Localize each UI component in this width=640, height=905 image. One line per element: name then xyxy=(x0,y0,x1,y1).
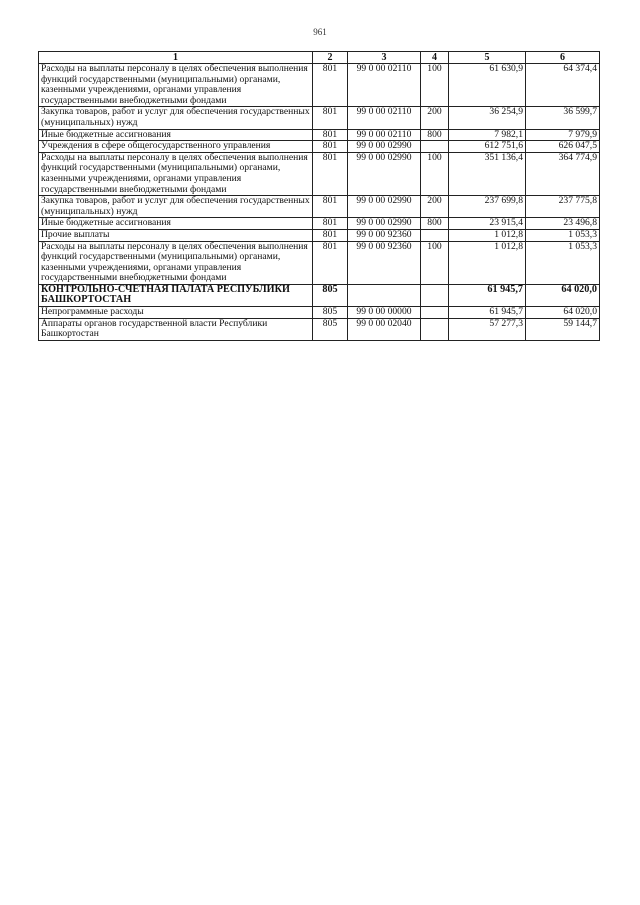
amount-year-1: 1 012,8 xyxy=(449,241,526,284)
amount-year-1: 23 915,4 xyxy=(449,218,526,230)
ministry-code: 801 xyxy=(313,218,348,230)
expense-type-code: 800 xyxy=(421,218,449,230)
table-row xyxy=(39,218,600,230)
ministry-code: 801 xyxy=(313,141,348,153)
table-row xyxy=(39,152,600,195)
target-code: 99 0 00 02040 xyxy=(348,318,421,340)
column-header: 3 xyxy=(348,52,421,64)
ministry-code: 805 xyxy=(313,284,348,306)
amount-year-2: 36 599,7 xyxy=(526,107,600,129)
target-code: 99 0 00 02110 xyxy=(348,64,421,107)
expense-type-code xyxy=(421,318,449,340)
amount-year-2: 1 053,3 xyxy=(526,229,600,241)
table-row xyxy=(39,307,600,319)
amount-year-2: 64 020,0 xyxy=(526,284,600,306)
ministry-code: 801 xyxy=(313,129,348,141)
expense-type-code xyxy=(421,284,449,306)
budget-table xyxy=(38,51,600,341)
target-code: 99 0 00 02990 xyxy=(348,218,421,230)
ministry-code: 801 xyxy=(313,64,348,107)
amount-year-2: 1 053,3 xyxy=(526,241,600,284)
expense-name: Иные бюджетные ассигнования xyxy=(39,129,313,141)
target-code: 99 0 00 02110 xyxy=(348,107,421,129)
table-row xyxy=(39,196,600,218)
expense-type-code xyxy=(421,307,449,319)
table-row xyxy=(39,141,600,153)
table-body xyxy=(39,64,600,341)
ministry-code: 801 xyxy=(313,229,348,241)
amount-year-1: 237 699,8 xyxy=(449,196,526,218)
expense-type-code: 100 xyxy=(421,241,449,284)
table-row xyxy=(39,229,600,241)
amount-year-1: 61 630,9 xyxy=(449,64,526,107)
table-row xyxy=(39,64,600,107)
amount-year-2: 626 047,5 xyxy=(526,141,600,153)
column-header: 5 xyxy=(449,52,526,64)
amount-year-1: 7 982,1 xyxy=(449,129,526,141)
table-row xyxy=(39,129,600,141)
amount-year-1: 1 012,8 xyxy=(449,229,526,241)
table-row xyxy=(39,284,600,306)
expense-name: Расходы на выплаты персоналу в целях обеспечения выполнения функций государственными (муниципальными) органами, казенными учреждениями, органами управления государственными внебюджетными фондами xyxy=(39,241,313,284)
expense-name: Иные бюджетные ассигнования xyxy=(39,218,313,230)
amount-year-1: 61 945,7 xyxy=(449,307,526,319)
target-code: 99 0 00 92360 xyxy=(348,229,421,241)
target-code: 99 0 00 00000 xyxy=(348,307,421,319)
amount-year-2: 7 979,9 xyxy=(526,129,600,141)
amount-year-2: 64 374,4 xyxy=(526,64,600,107)
column-header: 6 xyxy=(526,52,600,64)
ministry-code: 801 xyxy=(313,152,348,195)
expense-name: КОНТРОЛЬНО-СЧЕТНАЯ ПАЛАТА РЕСПУБЛИКИ БАШКОРТОСТАН xyxy=(39,284,313,306)
expense-name: Расходы на выплаты персоналу в целях обеспечения выполнения функций государственными (муниципальными) органами, казенными учреждениями, органами управления государственными внебюджетными фондами xyxy=(39,152,313,195)
expense-type-code: 100 xyxy=(421,64,449,107)
ministry-code: 805 xyxy=(313,318,348,340)
amount-year-1: 36 254,9 xyxy=(449,107,526,129)
page-number: 961 xyxy=(313,27,327,37)
target-code: 99 0 00 02990 xyxy=(348,152,421,195)
expense-type-code: 200 xyxy=(421,196,449,218)
amount-year-2: 364 774,9 xyxy=(526,152,600,195)
amount-year-1: 61 945,7 xyxy=(449,284,526,306)
amount-year-1: 612 751,6 xyxy=(449,141,526,153)
expense-name: Расходы на выплаты персоналу в целях обеспечения выполнения функций государственными (муниципальными) органами, казенными учреждениями, органами управления государственными внебюджетными фондами xyxy=(39,64,313,107)
ministry-code: 805 xyxy=(313,307,348,319)
table-header-row xyxy=(39,52,600,64)
target-code: 99 0 00 02990 xyxy=(348,196,421,218)
amount-year-2: 23 496,8 xyxy=(526,218,600,230)
expense-name: Прочие выплаты xyxy=(39,229,313,241)
expense-type-code xyxy=(421,229,449,241)
expense-name: Закупка товаров, работ и услуг для обеспечения государственных (муниципальных) нужд xyxy=(39,107,313,129)
amount-year-2: 59 144,7 xyxy=(526,318,600,340)
target-code: 99 0 00 02990 xyxy=(348,141,421,153)
table-row xyxy=(39,318,600,340)
expense-type-code: 800 xyxy=(421,129,449,141)
table-row xyxy=(39,107,600,129)
expense-name: Закупка товаров, работ и услуг для обеспечения государственных (муниципальных) нужд xyxy=(39,196,313,218)
expense-type-code: 200 xyxy=(421,107,449,129)
expense-type-code xyxy=(421,141,449,153)
amount-year-2: 237 775,8 xyxy=(526,196,600,218)
amount-year-1: 57 277,3 xyxy=(449,318,526,340)
expense-name: Непрограммные расходы xyxy=(39,307,313,319)
column-header: 1 xyxy=(39,52,313,64)
target-code: 99 0 00 92360 xyxy=(348,241,421,284)
expense-name: Аппараты органов государственной власти Республики Башкортостан xyxy=(39,318,313,340)
amount-year-2: 64 020,0 xyxy=(526,307,600,319)
amount-year-1: 351 136,4 xyxy=(449,152,526,195)
column-header: 2 xyxy=(313,52,348,64)
ministry-code: 801 xyxy=(313,107,348,129)
column-header: 4 xyxy=(421,52,449,64)
target-code xyxy=(348,284,421,306)
ministry-code: 801 xyxy=(313,241,348,284)
expense-name: Учреждения в сфере общегосударственного управления xyxy=(39,141,313,153)
ministry-code: 801 xyxy=(313,196,348,218)
expense-type-code: 100 xyxy=(421,152,449,195)
target-code: 99 0 00 02110 xyxy=(348,129,421,141)
table-row xyxy=(39,241,600,284)
